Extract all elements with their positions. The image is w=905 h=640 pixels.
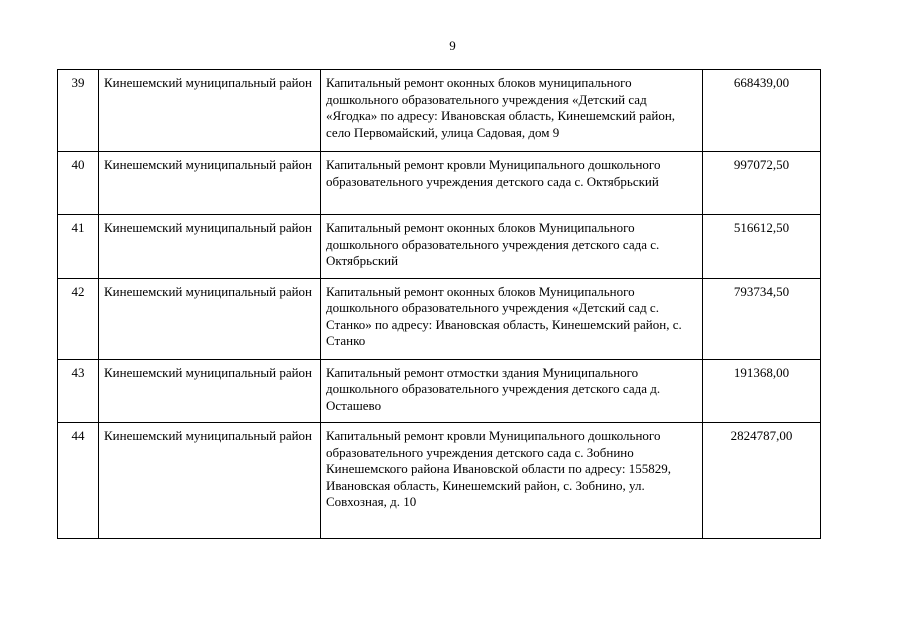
description-cell: Капитальный ремонт кровли Муниципального дошкольного образовательного учреждения детского сада с. Октябрьский bbox=[321, 152, 703, 215]
page-number: 9 bbox=[449, 38, 456, 53]
description-cell: Капитальный ремонт оконных блоков Муниципального дошкольного образовательного учреждения детского сада с. Октябрьский bbox=[321, 215, 703, 279]
amount-cell: 2824787,00 bbox=[703, 423, 821, 539]
row-number: 39 bbox=[58, 70, 99, 152]
district-cell: Кинешемский муниципальный район bbox=[99, 215, 321, 279]
description-cell: Капитальный ремонт отмостки здания Муниципального дошкольного образовательного учреждения детского сада д. Осташево bbox=[321, 359, 703, 423]
description-cell: Капитальный ремонт кровли Муниципального дошкольного образовательного учреждения детского сада с. Зобнино Кинешемского района Ивановской области по адресу: 155829, Ивановская область, Кинешемский район, с. Зобнино, ул. Совхозная, д. 10 bbox=[321, 423, 703, 539]
district-cell: Кинешемский муниципальный район bbox=[99, 359, 321, 423]
row-number: 42 bbox=[58, 278, 99, 359]
amount-cell: 668439,00 bbox=[703, 70, 821, 152]
amount-cell: 191368,00 bbox=[703, 359, 821, 423]
amount-cell: 997072,50 bbox=[703, 152, 821, 215]
table-row bbox=[58, 423, 821, 539]
table-row bbox=[58, 359, 821, 423]
table-row bbox=[58, 70, 821, 152]
amount-cell: 516612,50 bbox=[703, 215, 821, 279]
row-number: 44 bbox=[58, 423, 99, 539]
description-cell: Капитальный ремонт оконных блоков муниципального дошкольного образовательного учреждения «Детский сад «Ягодка» по адресу: Ивановская область, Кинешемский район, село Первомайский, улица Садовая, дом 9 bbox=[321, 70, 703, 152]
row-number: 43 bbox=[58, 359, 99, 423]
district-cell: Кинешемский муниципальный район bbox=[99, 152, 321, 215]
district-cell: Кинешемский муниципальный район bbox=[99, 278, 321, 359]
row-number: 40 bbox=[58, 152, 99, 215]
amount-cell: 793734,50 bbox=[703, 278, 821, 359]
row-number: 41 bbox=[58, 215, 99, 279]
district-cell: Кинешемский муниципальный район bbox=[99, 423, 321, 539]
district-cell: Кинешемский муниципальный район bbox=[99, 70, 321, 152]
funding-table bbox=[57, 69, 821, 539]
description-cell: Капитальный ремонт оконных блоков Муниципального дошкольного образовательного учреждения «Детский сад с. Станко» по адресу: Ивановская область, Кинешемский район, с. Станко bbox=[321, 278, 703, 359]
table-row bbox=[58, 152, 821, 215]
table-row bbox=[58, 278, 821, 359]
table-row bbox=[58, 215, 821, 279]
